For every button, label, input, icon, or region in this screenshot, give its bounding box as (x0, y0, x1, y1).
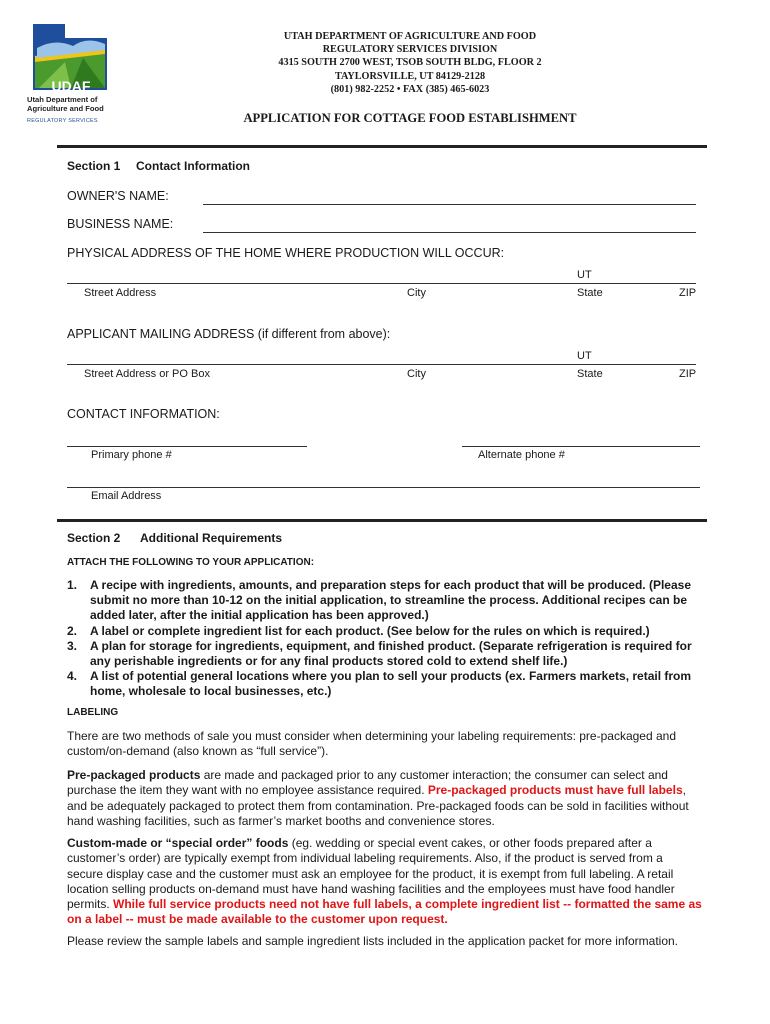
contact-info-label: CONTACT INFORMATION: (67, 407, 220, 421)
physical-address-field[interactable] (67, 283, 696, 284)
logo-line2: Agriculture and Food (27, 103, 104, 113)
requirement-text: A recipe with ingredients, amounts, and preparation steps for each product that will be produced. (Please submit no more than 10-12 on the initial application, to streamline the process. Additional recipes can be added later, after the initial application has been approved.) (90, 578, 691, 623)
list-item: 4. A list of potential general locations where you plan to sell your products (ex. Farmers markets, retail from home, wholesale to local businesses, etc.) (67, 669, 707, 699)
logo-acronym: UDAF (51, 78, 91, 94)
labeling-heading: LABELING (67, 707, 119, 718)
review-note: Please review the sample labels and sample ingredient lists included in the application packet for more information. (67, 934, 678, 948)
section2-number: Section 2 (67, 531, 121, 545)
prepackaged-term: Pre-packaged products (67, 768, 201, 782)
primary-phone-caption: Primary phone # (91, 449, 172, 461)
mailing-state-caption: State (577, 368, 603, 380)
list-item: 3. A plan for storage for ingredients, equipment, and finished product. (Separate refrigeration is required for any perishable ingredients or for any final products stored cold to extend shelf life.) (67, 639, 707, 669)
header-line1: UTAH DEPARTMENT OF AGRICULTURE AND FOOD (283, 31, 537, 42)
primary-phone-field[interactable] (67, 446, 307, 447)
prepackaged-paragraph: Pre-packaged products are made and packaged prior to any customer interaction; the consumer can select and purchase the item they want with no employee assistance required. Pre-packaged products must have full labels, and be adequately packaged to protect them from contamination. Pre-packaged foods can be sold in facilities without hand washing facilities, such as farmer’s market booths and convenience stores. (67, 768, 689, 828)
email-field[interactable] (67, 487, 700, 488)
physical-state-value: UT (577, 269, 592, 281)
physical-street-caption: Street Address (84, 287, 157, 299)
mailing-state-value: UT (577, 350, 592, 362)
business-name-field[interactable] (203, 232, 696, 233)
alternate-phone-caption: Alternate phone # (478, 449, 565, 461)
requirement-text: A label or complete ingredient list for each product. (See below for the rules on which is required.) (90, 623, 650, 638)
custom-made-paragraph: Custom-made or “special order” foods (eg. wedding or special event cakes, or other foods prepared after a customer’s order) are typically exempt from individual labeling requirements. Also, if the product is served from a secure display case and the customer must ask an employee for the product, it is exempt from full labeling. A retail location selling products on-demand must have hand washing facilities and the employees must have food handler permits. While full service products need not have full labels, a complete ingredient list -- formatted the same as on a label -- must be made available to the customer upon request. (67, 836, 702, 927)
list-item: 1. A recipe with ingredients, amounts, and preparation steps for each product that will be produced. (Please submit no more than 10-12 on the initial application, to streamline the process. Additional recipes can be added later, after the initial application has been approved.) (67, 578, 707, 624)
requirements-list (67, 578, 707, 700)
section-divider (57, 145, 707, 148)
logo-line1: Utah Department of (27, 95, 98, 104)
physical-address-label: PHYSICAL ADDRESS OF THE HOME WHERE PRODUCTION WILL OCCUR: (67, 246, 505, 260)
owner-name-label: OWNER'S NAME: (67, 189, 169, 203)
section-divider (57, 519, 707, 522)
mailing-street-caption: Street Address or PO Box (84, 368, 210, 380)
mailing-zip-caption: ZIP (679, 368, 697, 380)
udaf-logo (25, 18, 117, 130)
section2-title: Additional Requirements (140, 531, 283, 545)
list-item: 2. A label or complete ingredient list for each product. (See below for the rules on which is required.) (67, 623, 650, 638)
requirement-text: A plan for storage for ingredients, equipment, and finished product. (Separate refrigeration is required for any perishable ingredients or for any final products stored cold to extend shelf life.) (90, 638, 692, 669)
labeling-intro: There are two methods of sale you must consider when determining your labeling requirements: pre-packaged and custom/on-demand (also known as “full service”). (67, 729, 676, 759)
physical-zip-caption: ZIP (679, 287, 697, 299)
physical-city-caption: City (407, 287, 426, 299)
mailing-city-caption: City (407, 368, 426, 380)
owner-name-field[interactable] (203, 204, 696, 205)
requirement-text: A list of potential general locations where you plan to sell your products (ex. Farmers markets, retail from home, wholesale to local businesses, etc.) (90, 669, 692, 699)
alternate-phone-field[interactable] (462, 446, 700, 447)
header-line3: 4315 SOUTH 2700 WEST, TSOB SOUTH BLDG, FLOOR 2 (278, 57, 542, 69)
header-line4: TAYLORSVILLE, UT 84129-2128 (334, 70, 486, 82)
email-caption: Email Address (91, 490, 162, 502)
section1-number: Section 1 (67, 159, 121, 173)
agency-header (230, 30, 590, 96)
attach-heading: ATTACH THE FOLLOWING TO YOUR APPLICATION: (67, 557, 315, 568)
prepackaged-warning: Pre-packaged products must have full labels (427, 783, 683, 798)
document-title: APPLICATION FOR COTTAGE FOOD ESTABLISHMENT (243, 111, 577, 125)
logo-line3: REGULATORY SERVICES (27, 118, 98, 124)
mailing-address-label: APPLICANT MAILING ADDRESS (if different from above): (67, 327, 391, 341)
mailing-address-field[interactable] (67, 364, 696, 365)
section1-title: Contact Information (136, 159, 250, 173)
header-line2: REGULATORY SERVICES DIVISION (322, 44, 498, 56)
custom-made-term: Custom-made or “special order” foods (67, 836, 289, 850)
ingredient-list-warning: While full service products need not have full labels, a complete ingredient list -- formatted the same as on a label -- must be made available to the customer upon request. (67, 897, 702, 927)
business-name-label: BUSINESS NAME: (67, 217, 174, 231)
utah-state-icon (25, 18, 117, 130)
physical-state-caption: State (577, 287, 603, 299)
header-line5: (801) 982-2252 • FAX (385) 465-6023 (330, 83, 490, 95)
